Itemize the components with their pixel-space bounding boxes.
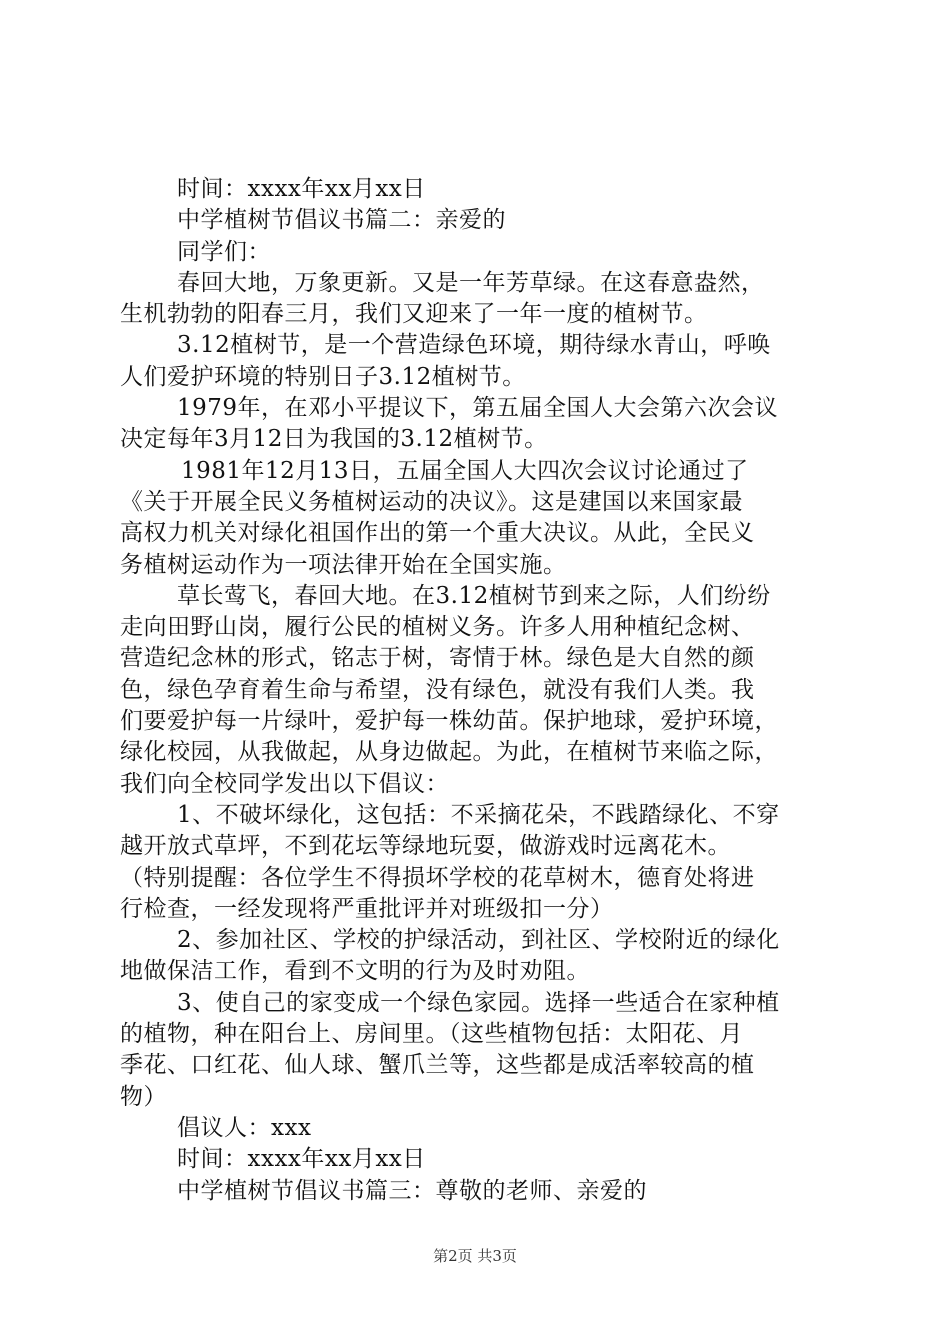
paragraph-line: 营造纪念林的形式，铭志于树，寄情于林。绿色是大自然的颜	[120, 645, 755, 672]
paragraph-line: 草长莺飞，春回大地。在3.12植树节到来之际，人们纷纷	[177, 582, 771, 609]
paragraph-line: 1979年，在邓小平提议下，第五届全国人大会第六次会议	[177, 395, 779, 422]
list-item-line: 2、参加社区、学校的护绿活动，到社区、学校附近的绿化	[177, 927, 780, 954]
paragraph-line: 们要爱护每一片绿叶，爱护每一株幼苗。保护地球，爱护环境，	[120, 708, 778, 735]
paragraph-line: 决定每年3月12日为我国的3.12植树节。	[120, 426, 548, 453]
list-item-line: 行检查，一经发现将严重批评并对班级扣一分）	[120, 895, 614, 922]
paragraph-line: 色，绿色孕育着生命与希望，没有绿色，就没有我们人类。我	[120, 676, 755, 703]
list-item-line: （特别提醒：各位学生不得损坏学校的花草树木，德育处将进	[120, 864, 755, 891]
list-item-line: 3、使自己的家变成一个绿色家园。选择一些适合在家种植	[177, 989, 780, 1016]
paragraph-line: 3.12植树节，是一个营造绿色环境，期待绿水青山，呼唤	[177, 332, 771, 359]
date-line: 时间：xxxx年xx月xx日	[177, 1146, 426, 1173]
paragraph-line: 高权力机关对绿化祖国作出的第一个重大决议。从此，全民义	[120, 520, 755, 547]
page-number-footer: 第2页 共3页	[433, 1247, 517, 1265]
list-item-line: 1、不破坏绿化，这包括：不采摘花朵，不践踏绿化、不穿	[177, 801, 780, 828]
date-line: 时间：xxxx年xx月xx日	[177, 176, 426, 202]
paragraph-line: 生机勃勃的阳春三月，我们又迎来了一年一度的植树节。	[120, 301, 708, 328]
signer-line: 倡议人：xxx	[177, 1114, 312, 1141]
paragraph-line: 我们向全校同学发出以下倡议：	[120, 770, 449, 797]
document-body	[120, 174, 832, 1207]
paragraph-line: 绿化校园，从我做起，从身边做起。为此，在植树节来临之际，	[120, 739, 778, 766]
paragraph-line: 走向田野山岗，履行公民的植树义务。许多人用种植纪念树、	[120, 614, 755, 641]
paragraph-line: 人们爱护环境的特别日子3.12植树节。	[120, 363, 526, 390]
paragraph-line: 务植树运动作为一项法律开始在全国实施。	[120, 551, 567, 578]
paragraph-line: 1981年12月13日，五届全国人大四次会议讨论通过了	[181, 457, 749, 484]
section-heading-3: 中学植树节倡议书篇三：尊敬的老师、亲爱的	[177, 1177, 647, 1204]
list-item-line: 的植物，种在阳台上、房间里。（这些植物包括：太阳花、月	[120, 1021, 743, 1048]
list-item-line: 物）	[120, 1083, 167, 1110]
salutation-line: 同学们：	[177, 238, 271, 265]
paragraph-line: 《关于开展全民义务植树运动的决议》。这是建国以来国家最	[120, 488, 743, 515]
list-item-line: 地做保洁工作，看到不文明的行为及时劝阻。	[120, 958, 590, 985]
section-heading-2: 中学植树节倡议书篇二：亲爱的	[177, 207, 506, 234]
list-item-line: 季花、口红花、仙人球、蟹爪兰等，这些都是成活率较高的植	[120, 1052, 755, 1079]
paragraph-line: 春回大地，万象更新。又是一年芳草绿。在这春意盎然，	[177, 269, 765, 296]
list-item-line: 越开放式草坪，不到花坛等绿地玩耍，做游戏时远离花木。	[120, 833, 731, 860]
